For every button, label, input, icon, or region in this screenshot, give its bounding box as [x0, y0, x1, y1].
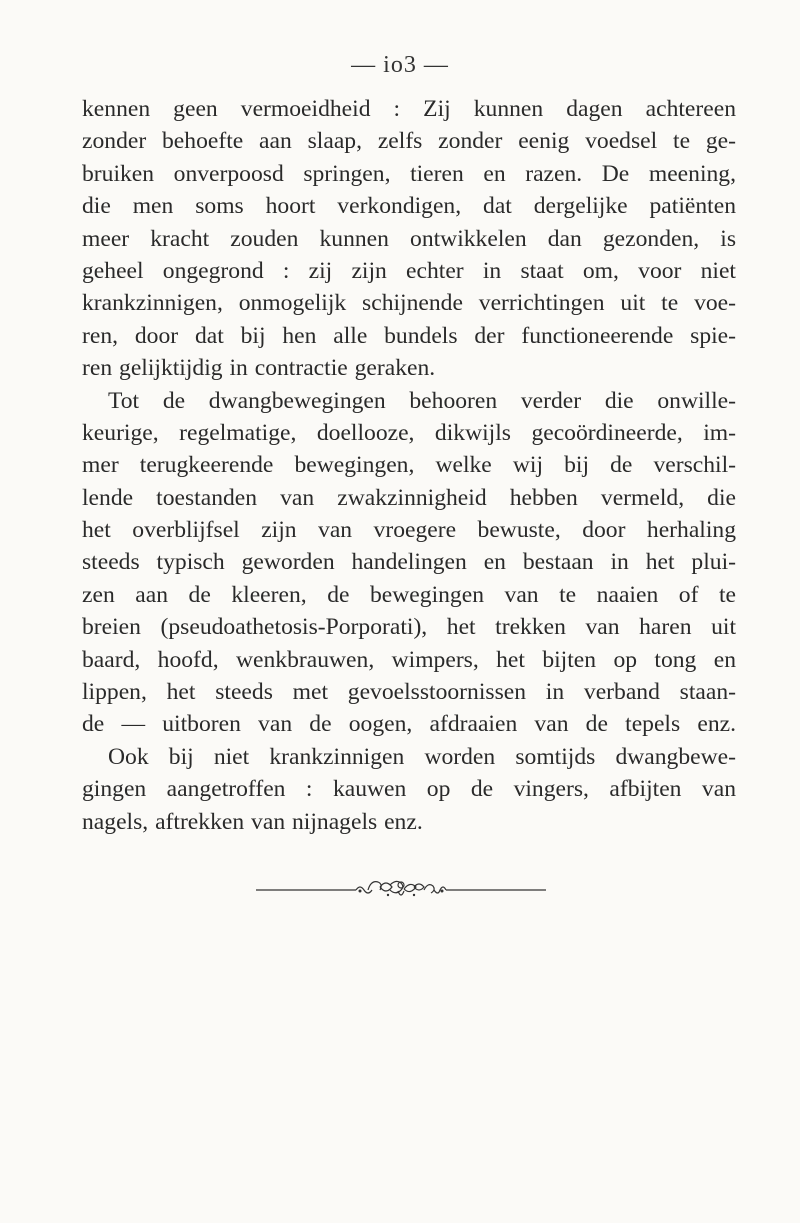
text-line: ren, door dat bij hen alle bundels der functioneerende spie-: [82, 322, 736, 349]
text-line: gingen aangetroffen : kauwen op de vingers, afbijten van: [82, 776, 736, 803]
body-text: [82, 93, 736, 838]
text-line: krankzinnigen, onmogelijk schijnende verrichtingen uit te voe-: [82, 290, 736, 317]
text-line: zen aan de kleeren, de bewegingen van te naaien of te: [82, 581, 736, 608]
text-line: lende toestanden van zwakzinnigheid hebben vermeld, die: [82, 484, 736, 511]
text-line: die men soms hoort verkondigen, dat dergelijke patiënten: [82, 193, 736, 220]
text-line: bruiken onverpoosd springen, tieren en razen. De meening,: [82, 160, 736, 187]
text-line: de — uitboren van de oogen, afdraaien van de tepels enz.: [82, 711, 736, 738]
text-line: lippen, het steeds met gevoelsstoornissen in verband staan-: [82, 679, 736, 706]
text-line: zonder behoefte aan slaap, zelfs zonder eenig voedsel te ge-: [82, 128, 736, 155]
text-line: baard, hoofd, wenkbrauwen, wimpers, het bijten op tong en: [82, 646, 736, 673]
text-line: Tot de dwangbewegingen behooren verder die onwille-: [108, 387, 736, 414]
text-line: steeds typisch geworden handelingen en bestaan in het plui-: [82, 549, 736, 576]
text-line: geheel ongegrond : zij zijn echter in staat om, voor niet: [82, 257, 736, 284]
page-number: — io3 —: [351, 52, 449, 78]
text-line: nagels, aftrekken van nijnagels enz.: [82, 808, 423, 835]
text-line: mer terugkeerende bewegingen, welke wij bij de verschil-: [82, 452, 736, 479]
text-line: ren gelijktijdig in contractie geraken.: [82, 355, 436, 382]
text-line: het overblijfsel zijn van vroegere bewuste, door herhaling: [82, 517, 736, 544]
text-line: Ook bij niet krankzinnigen worden somtijds dwangbewe-: [108, 743, 736, 770]
text-line: meer kracht zouden kunnen ontwikkelen dan gezonden, is: [82, 225, 736, 252]
text-line: breien (pseudoathetosis-Porporati), het trekken van haren uit: [82, 614, 736, 641]
text-line: kennen geen vermoeidheid : Zij kunnen dagen achtereen: [82, 96, 736, 122]
decorative-divider-ornament: [256, 877, 546, 901]
text-line: keurige, regelmatige, doellooze, dikwijls gecoördineerde, im-: [82, 419, 736, 446]
